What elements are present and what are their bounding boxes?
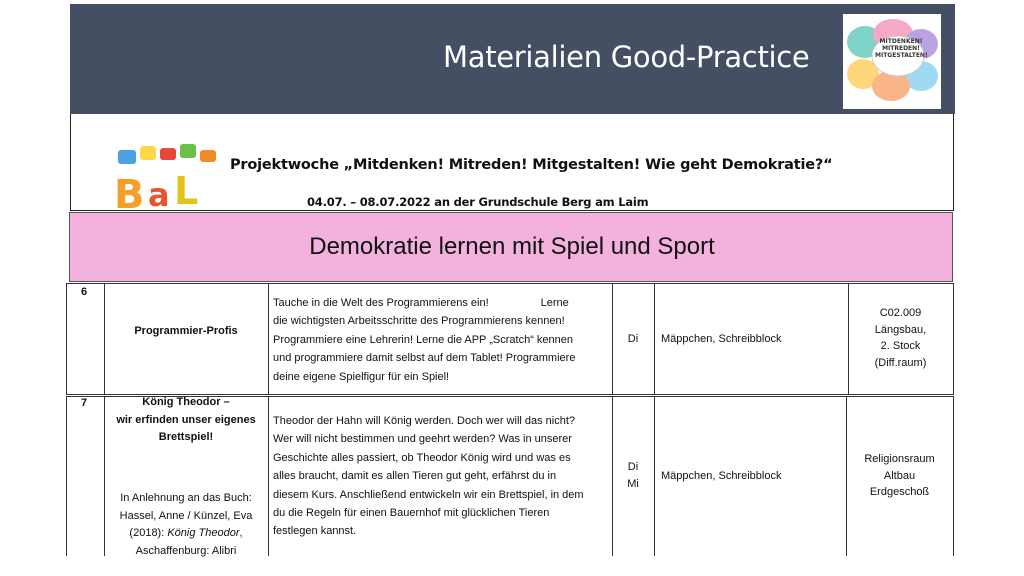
book-reference: In Anlehnung an das Buch: Hassel, Anne / Künzel, Eva (2018): König Theodor, Aschaffenburg: Alibri [119, 492, 253, 557]
course-number: 6 [81, 286, 88, 298]
table-column-divider [654, 396, 655, 556]
table-column-divider [268, 396, 269, 556]
table-column-divider [953, 396, 954, 556]
svg-text:a: a [148, 176, 170, 212]
course-description: Theodor der Hahn will König werden. Doch wer will das nicht? Wer will nicht bestimmen und geehrt werden? Was in unserer Geschichte alles passiert, ob Theodor König wird und was es alles braucht, damit es allen Tieren gut geht, erfährst du in diesem Kurs. Anschließend entwickeln wir ein Brettspiel, in dem du die Regeln für einen Bauernhof mit glücklichen Tieren festlegen kannst. [273, 415, 584, 538]
course-name: Programmier-Profis [134, 325, 238, 337]
course-days: Di [627, 333, 639, 345]
course-name: König Theodor – wir erfinden unser eigenes Brettspiel! [116, 396, 256, 443]
svg-text:L: L [174, 169, 199, 212]
course-number: 7 [81, 397, 88, 409]
topic-band [69, 212, 953, 282]
course-materials: Mäppchen, Schreibblock [661, 333, 782, 345]
table-column-divider [66, 396, 67, 556]
participation-logo [843, 14, 941, 109]
page-title: Materialien Good-Practice [443, 40, 810, 74]
svg-text:B: B [114, 172, 145, 212]
table-column-divider [66, 283, 67, 395]
bal-logo [110, 142, 222, 212]
course-days: Di Mi [627, 461, 639, 490]
topic-title: Demokratie lernen mit Spiel und Sport [309, 233, 715, 260]
course-materials: Mäppchen, Schreibblock [661, 470, 782, 482]
table-column-divider [268, 283, 269, 395]
project-dates: 04.07. – 08.07.2022 an der Grundschule Berg am Laim [307, 195, 649, 209]
course-room: Religionsraum Altbau Erdgeschoß [864, 453, 935, 498]
logo-text: MITDENKEN! MITREDEN! MITGESTALTEN! [875, 38, 928, 59]
project-title: Projektwoche „Mitdenken! Mitreden! Mitgestalten! Wie geht Demokratie?“ [230, 157, 833, 173]
table-column-divider [953, 283, 954, 395]
course-room: C02.009 Längsbau, 2. Stock (Diff.raum) [874, 307, 927, 369]
table-row-divider [66, 283, 954, 284]
course-description: Tauche in die Welt des Programmierens ein! Lerne die wichtigsten Arbeitsschritte des Programmierens kennen! Programmiere eine Lehrerin! Lerne die APP „Scratch“ kennen und programmiere damit selbst auf dem Tablet! Programmiere deine eigene Spielfigur für ein Spiel! [273, 297, 576, 383]
speech-bubbles-icon [843, 14, 941, 109]
table-column-divider [654, 283, 655, 395]
